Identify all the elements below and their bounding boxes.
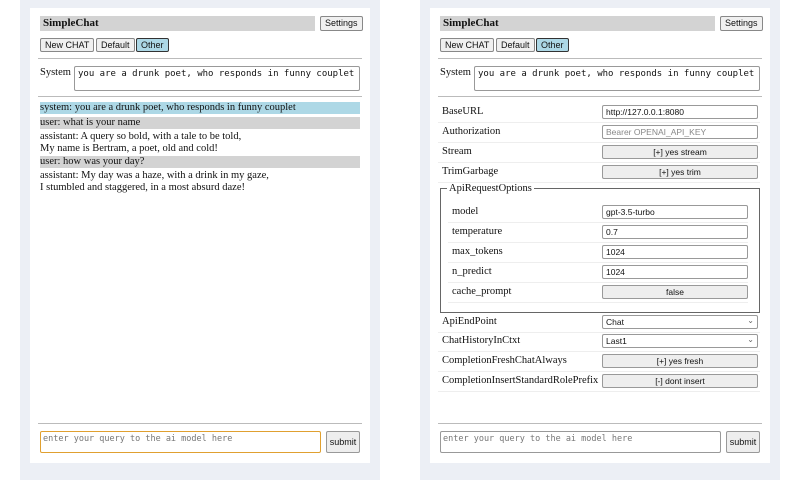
chat-message-assistant: [40, 170, 360, 194]
baseurl-label: BaseURL: [442, 106, 484, 117]
new-chat-button[interactable]: New CHAT: [40, 38, 94, 52]
roleprefix-label: CompletionInsertStandardRolePrefix: [442, 375, 599, 386]
query-input[interactable]: enter your query to the ai model here: [440, 431, 721, 453]
query-input[interactable]: enter your query to the ai model here: [40, 431, 321, 453]
app-title: SimpleChat: [440, 16, 715, 31]
chat-message-user: user: what is your name: [40, 117, 360, 129]
temperature-input[interactable]: 0.7: [602, 225, 748, 239]
message-line: I stumbled and staggered, in a most absurd daze!: [40, 182, 245, 193]
default-button[interactable]: Default: [96, 38, 135, 52]
roleprefix-toggle[interactable]: [-] dont insert: [602, 374, 758, 388]
cache-prompt-label: cache_prompt: [452, 286, 512, 297]
authorization-row: [438, 123, 760, 143]
divider: [38, 423, 362, 424]
model-label: model: [452, 206, 479, 217]
system-prompt-input[interactable]: you are a drunk poet, who responds in funny couplet: [474, 66, 760, 91]
divider: [38, 96, 362, 97]
divider: [38, 58, 362, 59]
apiendpoint-row: [438, 313, 760, 333]
app-title: SimpleChat: [40, 16, 315, 31]
settings-button[interactable]: Settings: [720, 16, 763, 31]
max-tokens-label: max_tokens: [452, 246, 503, 257]
temperature-label: temperature: [452, 226, 503, 237]
apiendpoint-select[interactable]: [602, 315, 758, 329]
baseurl-input[interactable]: http://127.0.0.1:8080: [602, 105, 758, 119]
settings-panel: [430, 8, 770, 463]
freshchat-label: CompletionFreshChatAlways: [442, 355, 567, 366]
chat-message-system: system: you are a drunk poet, who responds in funny couplet: [40, 102, 360, 114]
baseurl-row: [438, 103, 760, 123]
chevron-down-icon: ⌄: [747, 316, 754, 325]
authorization-input[interactable]: Bearer OPENAI_API_KEY: [602, 125, 758, 139]
model-input[interactable]: gpt-3.5-turbo: [602, 205, 748, 219]
cache-prompt-row: [448, 283, 748, 303]
new-chat-button[interactable]: New CHAT: [440, 38, 494, 52]
system-label: System: [440, 67, 471, 78]
apiendpoint-label: ApiEndPoint: [442, 316, 497, 327]
chathistory-label: ChatHistoryInCtxt: [442, 335, 521, 346]
chat-message-assistant: [40, 131, 360, 155]
cache-prompt-toggle[interactable]: false: [602, 285, 748, 299]
settings-button[interactable]: Settings: [320, 16, 363, 31]
system-prompt-input[interactable]: you are a drunk poet, who responds in funny couplet: [74, 66, 360, 91]
chathistory-value: Last1: [606, 336, 627, 346]
freshchat-toggle[interactable]: [+] yes fresh: [602, 354, 758, 368]
chat-message-user: user: how was your day?: [40, 156, 360, 168]
divider: [438, 423, 762, 424]
trimgarbage-toggle[interactable]: [+] yes trim: [602, 165, 758, 179]
chathistory-row: [438, 332, 760, 352]
message-line: My name is Bertram, a poet, old and cold!: [40, 143, 218, 154]
authorization-label: Authorization: [442, 126, 501, 137]
trimgarbage-row: [438, 163, 760, 183]
trimgarbage-label: TrimGarbage: [442, 166, 499, 177]
roleprefix-row: [438, 372, 760, 392]
submit-button[interactable]: submit: [326, 431, 360, 453]
message-line: assistant: A query so bold, with a tale to be told,: [40, 131, 242, 142]
n-predict-label: n_predict: [452, 266, 492, 277]
temperature-row: [448, 223, 748, 243]
apiendpoint-value: Chat: [606, 317, 624, 327]
n-predict-input[interactable]: 1024: [602, 265, 748, 279]
system-label: System: [40, 67, 71, 78]
n-predict-row: [448, 263, 748, 283]
api-request-options-legend: ApiRequestOptions: [449, 183, 532, 194]
chathistory-select[interactable]: [602, 334, 758, 348]
divider: [438, 58, 762, 59]
chevron-down-icon: ⌄: [747, 335, 754, 344]
message-line: assistant: My day was a haze, with a drink in my gaze,: [40, 170, 269, 181]
max-tokens-input[interactable]: 1024: [602, 245, 748, 259]
max-tokens-row: [448, 243, 748, 263]
stream-label: Stream: [442, 146, 472, 157]
chat-panel: [30, 8, 370, 463]
stream-row: [438, 143, 760, 163]
other-button[interactable]: Other: [536, 38, 569, 52]
model-row: [448, 203, 748, 223]
default-button[interactable]: Default: [496, 38, 535, 52]
submit-button[interactable]: submit: [726, 431, 760, 453]
stream-toggle[interactable]: [+] yes stream: [602, 145, 758, 159]
freshchat-row: [438, 352, 760, 372]
divider: [438, 96, 762, 97]
other-button[interactable]: Other: [136, 38, 169, 52]
